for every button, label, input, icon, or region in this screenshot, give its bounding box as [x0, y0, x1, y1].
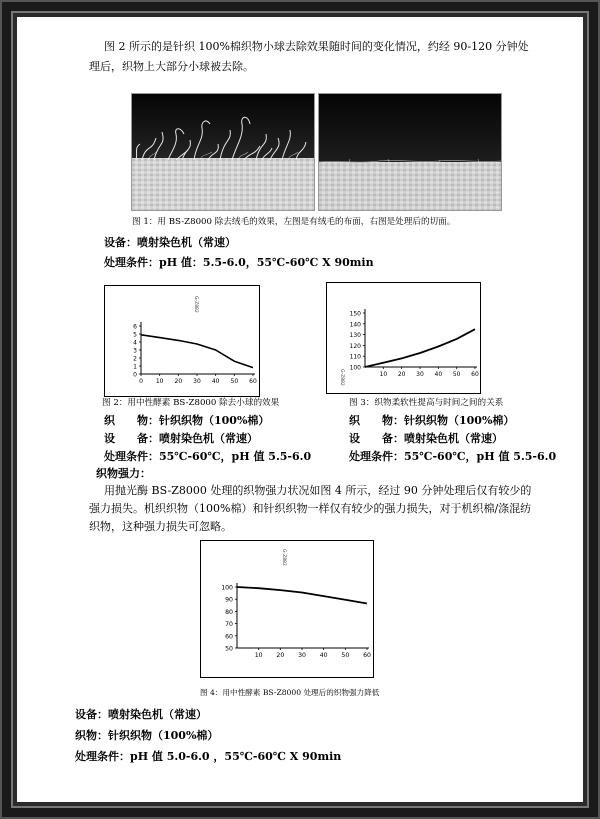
- x-tick-label: 30: [193, 378, 201, 385]
- figure2-chart: [104, 285, 260, 397]
- strength-heading: 织物强力：: [96, 467, 151, 480]
- x-tick-label: 10: [379, 371, 388, 378]
- x-tick-label: 50: [452, 371, 461, 378]
- strength-paragraph-line-2: 强力损失。机织织物（100%棉）和针织织物一样仅有较少的强力损失，对于机织棉/涤混纺: [89, 502, 532, 515]
- x-tick-label: 40: [434, 371, 443, 378]
- fabric-photo-treated: [318, 93, 502, 211]
- x-tick-label: 60: [471, 371, 479, 378]
- figure3-caption: 图 3：织物柔软性提高与时间之间的关系: [349, 398, 504, 408]
- figure2-equipment: 设 备：喷射染色机（常速）: [104, 432, 258, 445]
- figure4-fabric: 织物：针织织物（100%棉）: [75, 729, 219, 742]
- y-tick-label: 100: [349, 364, 361, 372]
- figure3-equipment: 设 备：喷射染色机（常速）: [349, 432, 503, 445]
- side-label: G-Z882: [193, 296, 198, 313]
- series-line: [365, 329, 475, 367]
- side-label: G-Z882: [281, 549, 286, 566]
- side-label: G-Z882: [339, 369, 344, 386]
- y-tick-label: 1: [133, 363, 137, 371]
- strength-paragraph-line-1: 用抛光酶 BS-Z8000 处理的织物强力状况如图 4 所示，经过 90 分钟处理后仅有较少的: [104, 484, 532, 497]
- figure4-chart-svg: [201, 541, 373, 677]
- x-tick-label: 10: [254, 652, 263, 660]
- figure4-conditions: 处理条件：pH 值 5.0-6.0 ，55℃-60℃ X 90min: [75, 750, 342, 763]
- figure4-chart: [200, 540, 374, 678]
- figure1-caption: 图 1：用 BS-Z8000 除去绒毛的效果，左图是有绒毛的布面，右图是处理后的切面。: [132, 217, 456, 227]
- figure4-equipment: 设备：喷射染色机（常速）: [75, 708, 207, 721]
- figure4-caption: 图 4：用中性酵素 BS-Z8000 处理后的织物强力降低: [200, 688, 380, 697]
- y-tick-label: 50: [225, 645, 233, 653]
- x-tick-label: 40: [211, 378, 220, 385]
- x-tick-label: 20: [276, 652, 285, 660]
- figure3-chart: [326, 282, 481, 394]
- figure2-conditions: 处理条件：55℃-60℃，pH 值 5.5-6.0: [104, 450, 312, 463]
- figure1-equipment: 设备：喷射染色机（常速）: [104, 236, 236, 249]
- series-line: [141, 335, 253, 368]
- x-tick-label: 20: [397, 371, 406, 378]
- figure3-chart-svg: [327, 283, 480, 393]
- y-tick-label: 4: [133, 339, 137, 347]
- document-page: [17, 17, 583, 802]
- y-tick-label: 130: [349, 332, 361, 340]
- x-tick-label: 30: [416, 371, 424, 378]
- y-tick-label: 60: [225, 633, 233, 641]
- x-tick-label: 30: [298, 652, 306, 660]
- y-tick-label: 6: [133, 323, 137, 331]
- y-tick-label: 3: [133, 347, 137, 355]
- figure3-fabric: 织 物：针织织物（100%棉）: [349, 414, 515, 427]
- intro-line-1: 图 2 所示的是针织 100%棉织物小球去除效果随时间的变化情况，约经 90-120 分钟处: [104, 40, 529, 53]
- figure2-caption: 图 2：用中性酵素 BS-Z8000 除去小球的效果: [102, 398, 280, 408]
- y-tick-label: 140: [349, 321, 361, 329]
- y-tick-label: 100: [221, 584, 233, 592]
- series-line: [237, 587, 367, 604]
- y-tick-label: 150: [349, 310, 361, 318]
- y-tick-label: 80: [225, 608, 233, 616]
- y-tick-label: 110: [349, 353, 361, 361]
- y-tick-label: 5: [133, 331, 137, 339]
- x-tick-label: 50: [341, 652, 350, 660]
- strength-paragraph-line-3: 织物，这种强力损失可忽略。: [89, 520, 232, 533]
- x-tick-label: 60: [363, 652, 371, 660]
- figure2-fabric: 织 物：针织织物（100%棉）: [104, 414, 270, 427]
- y-tick-label: 0: [133, 371, 137, 379]
- x-tick-label: 10: [155, 378, 164, 385]
- x-tick-label: 20: [174, 378, 183, 385]
- figure2-chart-svg: [105, 286, 259, 396]
- y-tick-label: 2: [133, 355, 137, 363]
- x-tick-label: 60: [249, 378, 257, 385]
- x-tick-label: 40: [319, 652, 328, 660]
- y-tick-label: 90: [225, 596, 233, 604]
- x-tick-label: 50: [230, 378, 239, 385]
- intro-line-2: 理后，织物上大部分小球被去除。: [89, 60, 254, 73]
- figure1-conditions: 处理条件：pH 值：5.5-6.0，55℃-60℃ X 90min: [104, 256, 374, 269]
- figure3-conditions: 处理条件：55℃-60℃，pH 值 5.5-6.0: [349, 450, 557, 463]
- fabric-photo-fuzzy: [131, 93, 315, 211]
- y-tick-label: 120: [349, 342, 361, 350]
- y-tick-label: 70: [225, 621, 233, 629]
- x-tick-label: 0: [139, 378, 143, 385]
